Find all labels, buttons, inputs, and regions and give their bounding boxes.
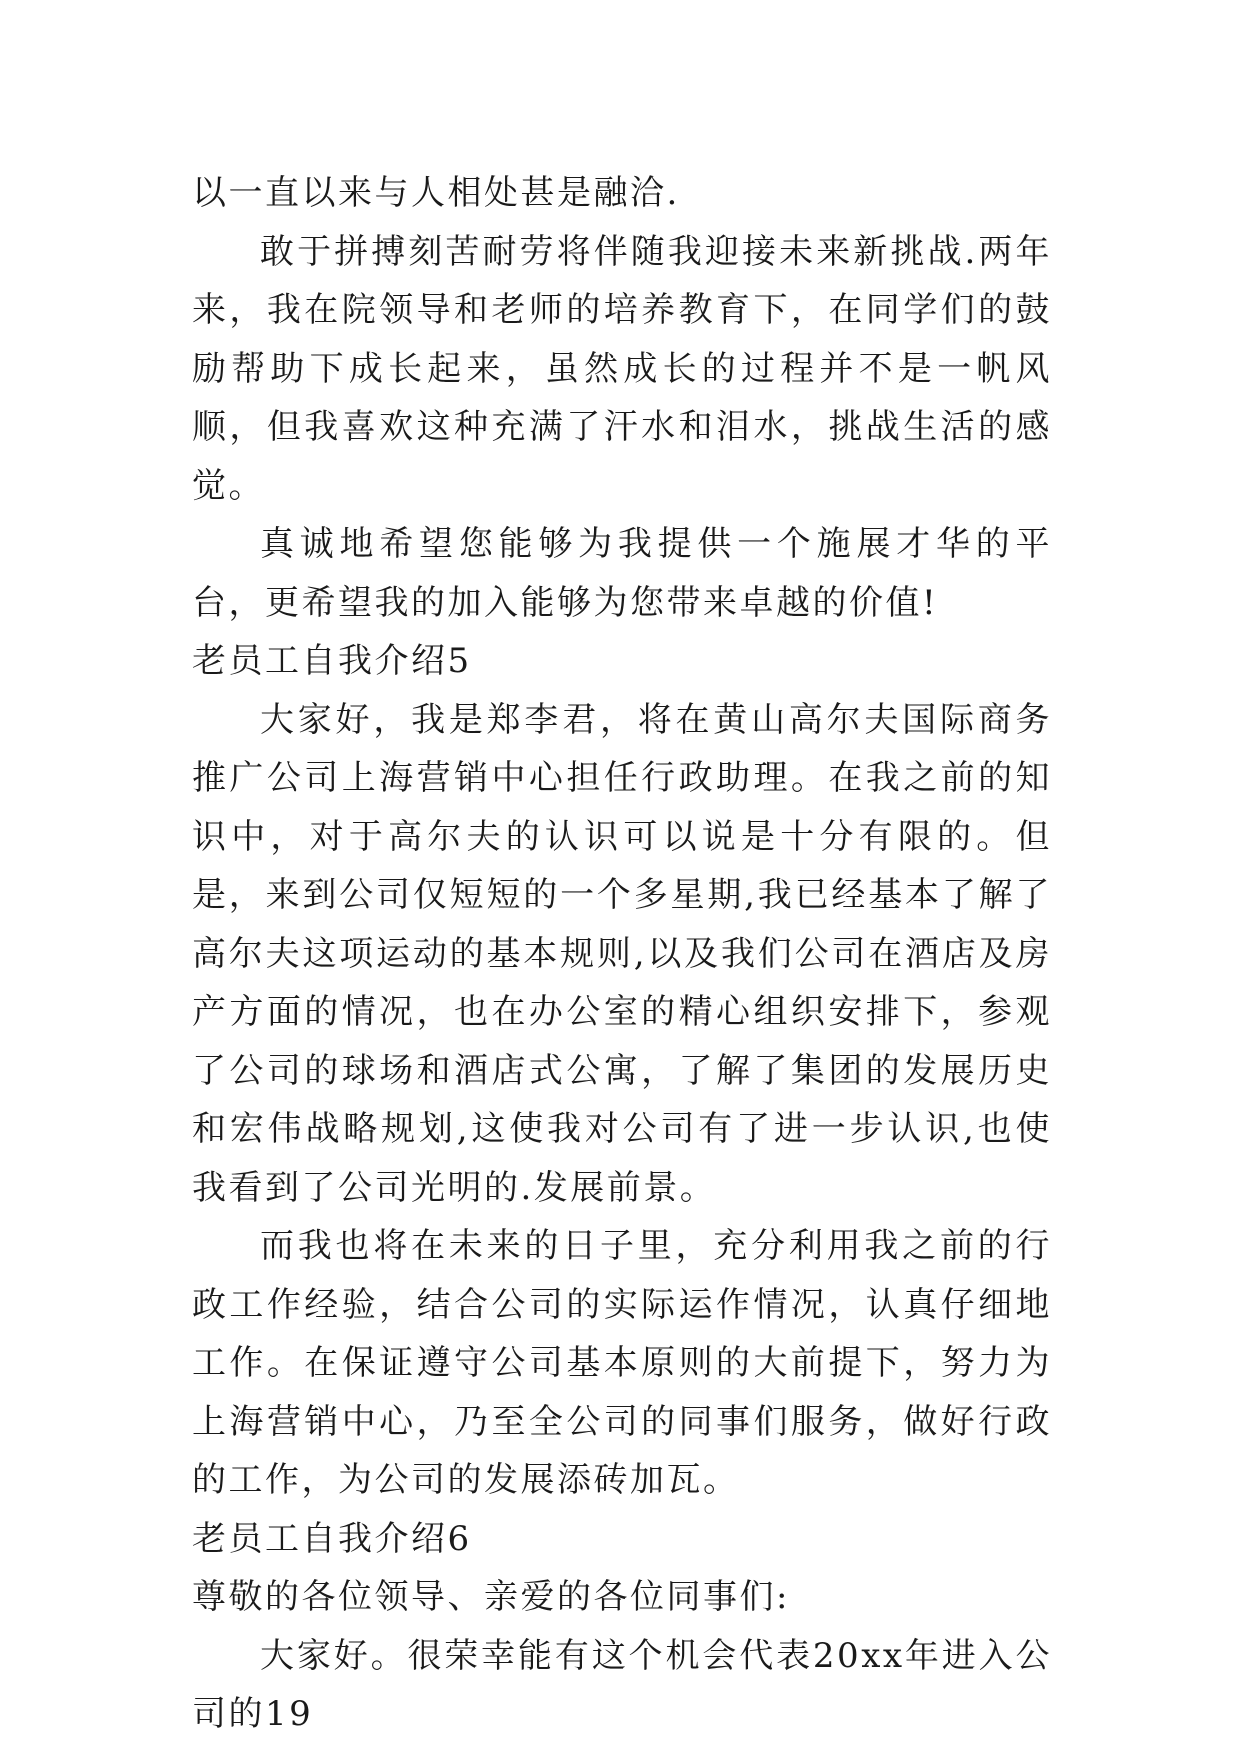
- section-heading-5: 老员工自我介绍5: [192, 641, 472, 681]
- paragraph-4: 大家好，我是郑李君，将在黄山高尔夫国际商务推广公司上海营销中心担任行政助理。在我之前的知识中，对于高尔夫的认识可以说是十分有限的。但是，来到公司仅短短的一个多星期,我已经基本了解了高尔夫这项运动的基本规则,以及我们公司在酒店及房产方面的情况，也在办公室的精心组织安排下，参观了公司的球场和酒店式公寓，了解了集团的发展历史和宏伟战略规划,这使我对公司有了进一步认识,也使我看到了公司光明的.发展前景。: [192, 699, 1052, 1208]
- paragraph-5: 而我也将在未来的日子里，充分利用我之前的行政工作经验，结合公司的实际运作情况，认真仔细地工作。在保证遵守公司基本原则的大前提下，努力为上海营销中心，乃至全公司的同事们服务，做好行政的工作，为公司的发展添砖加瓦。: [192, 1226, 1052, 1500]
- salutation: 尊敬的各位领导、亲爱的各位同事们:: [192, 1577, 790, 1617]
- paragraph-2: 敢于拼搏刻苦耐劳将伴随我迎接未来新挑战.两年来，我在院领导和老师的培养教育下，在同学们的鼓励帮助下成长起来，虽然成长的过程并不是一帆风顺，但我喜欢这种充满了汗水和泪水，挑战生活的感觉。: [192, 231, 1052, 506]
- section-heading-6: 老员工自我介绍6: [192, 1518, 472, 1559]
- paragraph-1: 以一直以来与人相处甚是融洽.: [192, 173, 680, 213]
- document-body: [192, 164, 1052, 1744]
- paragraph-6: 大家好。很荣幸能有这个机会代表20xx年进入公司的19: [192, 1635, 1052, 1734]
- paragraph-3: 真诚地希望您能够为我提供一个施展才华的平台，更希望我的加入能够为您带来卓越的价值!: [192, 524, 1052, 623]
